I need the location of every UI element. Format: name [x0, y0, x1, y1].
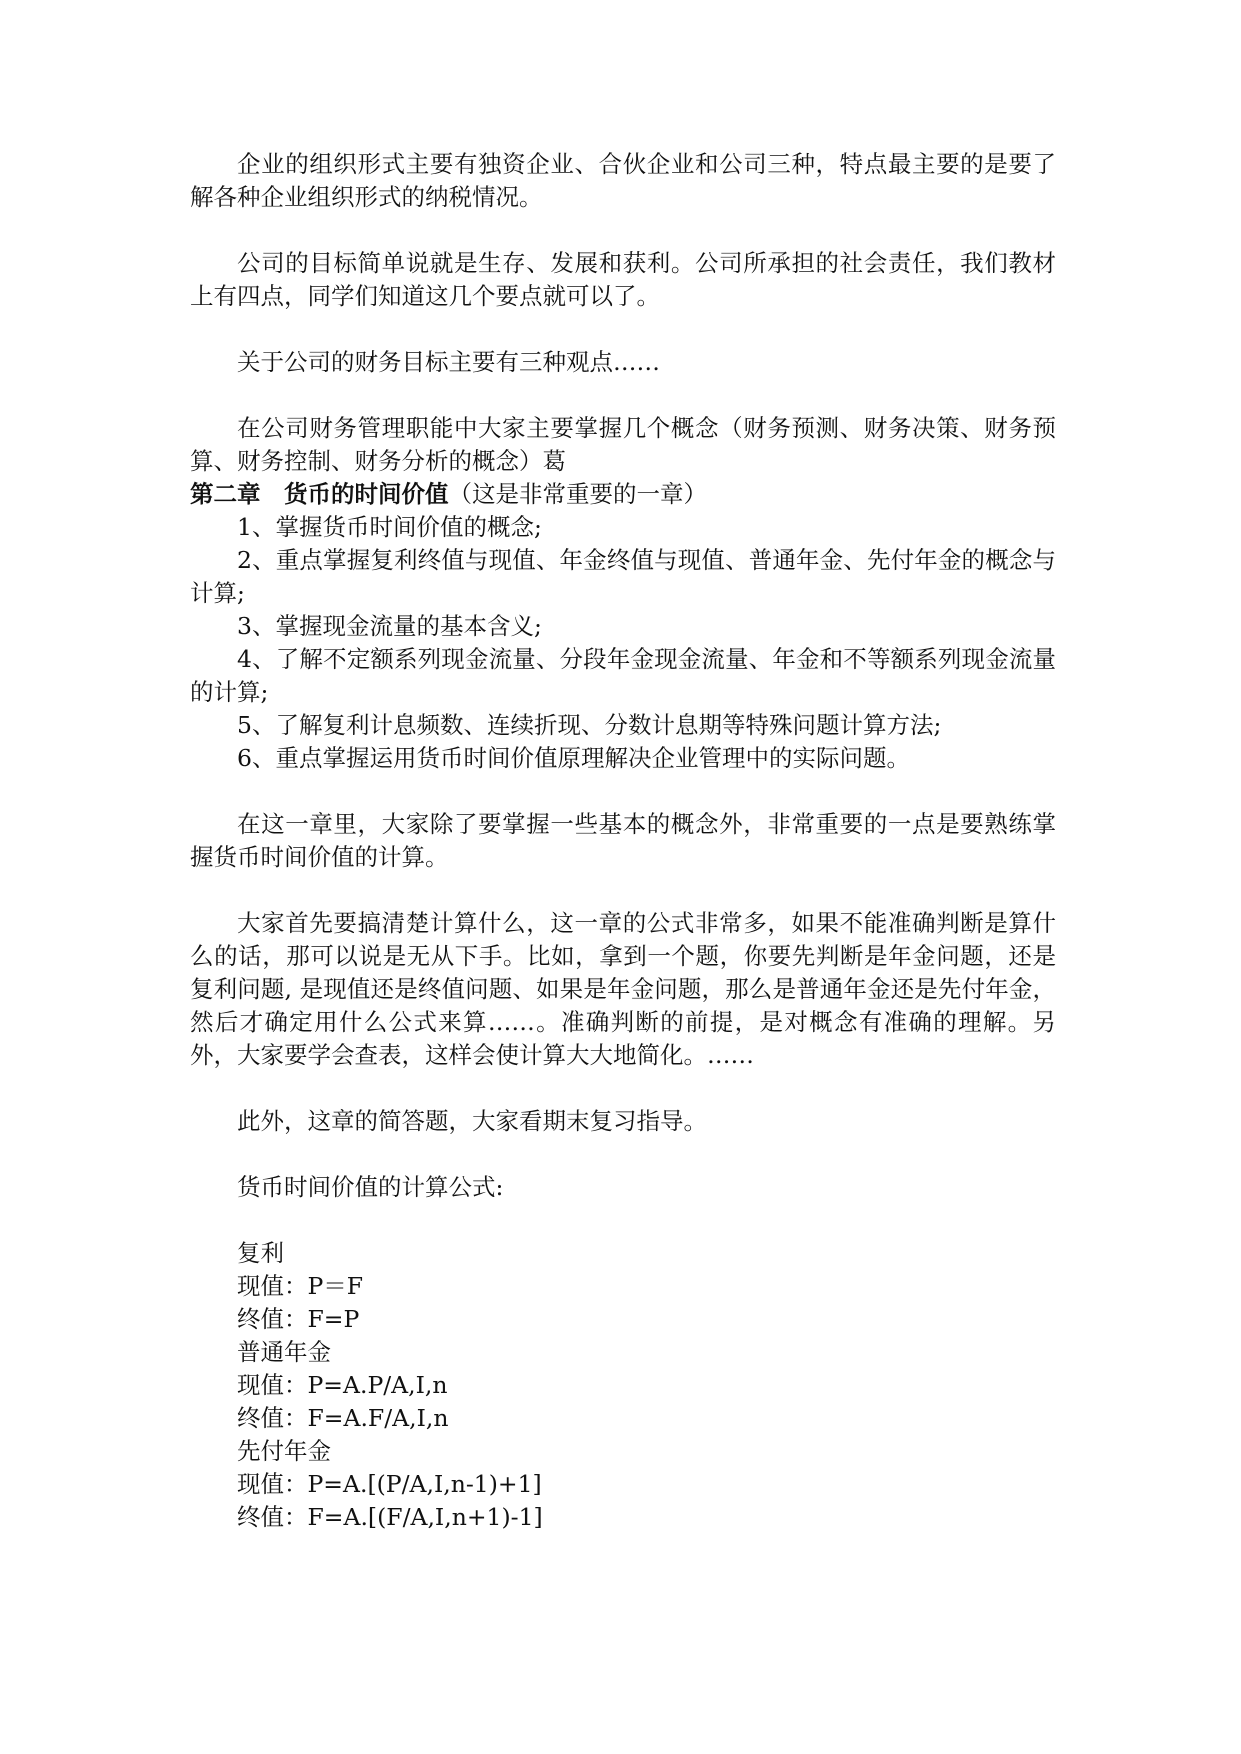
list-item: 5、了解复利计息频数、连续折现、分数计息期等特殊问题计算方法; — [237, 711, 942, 739]
formula-line: 终值：F=A.F/A,I,n — [237, 1404, 449, 1432]
chapter-heading — [190, 478, 1056, 511]
formula-heading-annuity-due: 先付年金 — [237, 1437, 331, 1465]
list-item: 2、重点掌握复利终值与现值、年金终值与现值、普通年金、先付年金的概念与计算; — [190, 546, 1056, 607]
formula-line: 现值：P＝F — [237, 1272, 364, 1300]
formula-line: 现值：P=A.P/A,I,n — [237, 1371, 448, 1399]
paragraph-organization-forms: 企业的组织形式主要有独资企业、合伙企业和公司三种，特点最主要的是要了解各种企业组织形式的纳税情况。 — [190, 150, 1056, 211]
list-item: 4、了解不定额系列现金流量、分段年金现金流量、年金和不等额系列现金流量的计算; — [190, 645, 1056, 706]
formula-block — [190, 1237, 1056, 1534]
chapter-title: 第二章 货币的时间价值 — [190, 480, 449, 508]
paragraph-chapter-focus: 在这一章里，大家除了要掌握一些基本的概念外，非常重要的一点是要熟练掌握货币时间价值的计算。 — [190, 810, 1056, 871]
paragraph-study-advice: 大家首先要搞清楚计算什么，这一章的公式非常多，如果不能准确判断是算什么的话，那可以说是无从下手。比如，拿到一个题，你要先判断是年金问题，还是复利问题, 是现值还是终值问题、如果是年金问题，那么是普通年金还是先付年金，然后才确定用什么公式来算……。准确判断的前提，是对概念有准确的理解。另外，大家要学会查表，这样会使计算大大地简化。…… — [190, 909, 1056, 1069]
formula-line: 终值：F=P — [237, 1305, 360, 1333]
paragraph-financial-goals: 关于公司的财务目标主要有三种观点…… — [237, 348, 660, 376]
paragraph-management-functions: 在公司财务管理职能中大家主要掌握几个概念（财务预测、财务决策、财务预算、财务控制、财务分析的概念）葛 — [190, 414, 1056, 475]
list-item: 6、重点掌握运用货币时间价值原理解决企业管理中的实际问题。 — [237, 744, 910, 772]
learning-objectives-list — [190, 511, 1056, 775]
paragraph-formula-intro: 货币时间价值的计算公式: — [237, 1173, 504, 1201]
document-page — [190, 148, 1056, 1534]
paragraph-company-goals: 公司的目标简单说就是生存、发展和获利。公司所承担的社会责任，我们教材上有四点，同学们知道这几个要点就可以了。 — [190, 249, 1056, 310]
formula-heading-compound: 复利 — [237, 1239, 284, 1267]
list-item: 3、掌握现金流量的基本含义; — [237, 612, 542, 640]
formula-heading-ordinary-annuity: 普通年金 — [237, 1338, 331, 1366]
formula-line: 终值：F=A.[(F/A,I,n+1)-1] — [237, 1503, 543, 1531]
paragraph-short-answers: 此外，这章的简答题，大家看期末复习指导。 — [237, 1107, 707, 1135]
list-item: 1、掌握货币时间价值的概念; — [237, 513, 542, 541]
formula-line: 现值：P=A.[(P/A,I,n-1)+1] — [237, 1470, 542, 1498]
chapter-note: （这是非常重要的一章） — [448, 480, 707, 508]
